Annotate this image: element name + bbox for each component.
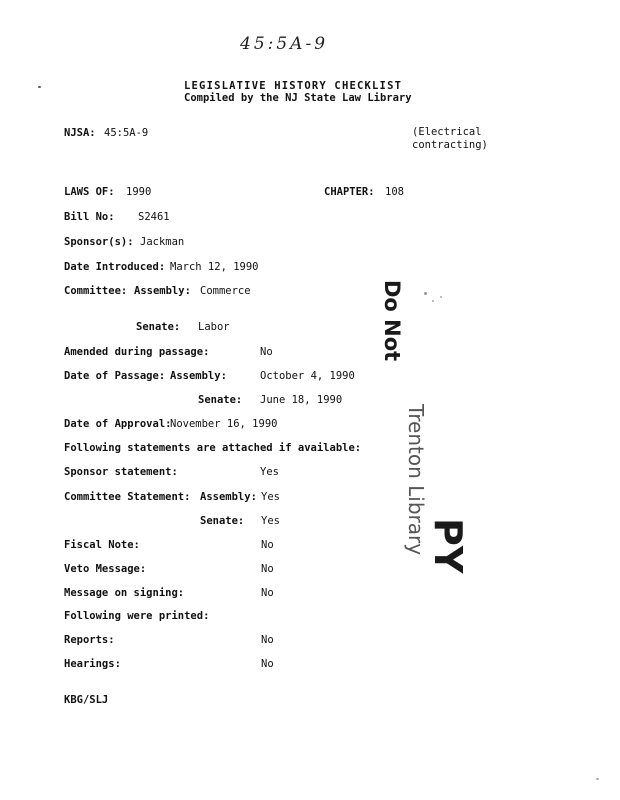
compiler-initials: KBG/SLJ xyxy=(64,694,109,706)
amended-value: No xyxy=(260,346,273,358)
hearings-value: No xyxy=(261,658,274,670)
fiscal-note-label: Fiscal Note: xyxy=(64,539,140,551)
hearings-label: Hearings: xyxy=(64,658,121,670)
scan-speck xyxy=(38,86,41,88)
committee-senate-value: Labor xyxy=(198,321,230,333)
sponsor-statement-value: Yes xyxy=(260,466,279,478)
passage-assembly-value: October 4, 1990 xyxy=(260,370,355,382)
njsa-value: 45:5A-9 xyxy=(104,127,149,139)
date-of-passage-label: Date of Passage: xyxy=(64,370,166,382)
printed-heading: Following were printed: xyxy=(64,610,210,622)
date-introduced-value: March 12, 1990 xyxy=(170,261,259,273)
subject-note-line2: contracting) xyxy=(412,139,488,151)
date-introduced-label: Date Introduced: xyxy=(64,261,166,273)
committee-statement-label: Committee Statement: xyxy=(64,491,191,503)
statements-heading: Following statements are attached if available: xyxy=(64,442,362,454)
date-of-approval-value: November 16, 1990 xyxy=(170,418,278,430)
committee-assembly-value: Commerce xyxy=(200,285,251,297)
document-title: LEGISLATIVE HISTORY CHECKLIST xyxy=(184,80,403,92)
scan-speck xyxy=(596,778,599,780)
bill-no-label: Bill No: xyxy=(64,211,115,223)
sponsors-label: Sponsor(s): xyxy=(64,236,134,248)
laws-of-value: 1990 xyxy=(126,186,152,198)
fiscal-note-value: No xyxy=(261,539,274,551)
reports-value: No xyxy=(261,634,274,646)
amended-label: Amended during passage: xyxy=(64,346,210,358)
message-on-signing-label: Message on signing: xyxy=(64,587,185,599)
date-of-approval-label: Date of Approval: xyxy=(64,418,172,430)
veto-message-label: Veto Message: xyxy=(64,563,147,575)
chapter-value: 108 xyxy=(385,186,404,198)
sponsor-statement-label: Sponsor statement: xyxy=(64,466,178,478)
message-on-signing-value: No xyxy=(261,587,274,599)
committee-statement-senate-label: Senate: xyxy=(200,515,245,527)
passage-senate-value: June 18, 1990 xyxy=(260,394,343,406)
committee-statement-assembly-value: Yes xyxy=(261,491,280,503)
committee-senate-label: Senate: xyxy=(136,321,181,333)
stamp-do-not: Do Not xyxy=(380,280,404,362)
stamp-copy-fragment: PY xyxy=(426,518,470,574)
committee-statement-assembly-label: Assembly: xyxy=(200,491,257,503)
document-subtitle: Compiled by the NJ State Law Library xyxy=(184,92,412,104)
chapter-label: CHAPTER: xyxy=(324,186,375,198)
committee-assembly-label: Assembly: xyxy=(134,285,191,297)
subject-note-line1: (Electrical xyxy=(412,126,482,138)
stamp-library-name: Trenton Library xyxy=(404,404,428,556)
scan-speck xyxy=(440,296,442,298)
passage-assembly-label: Assembly: xyxy=(170,370,227,382)
scan-speck xyxy=(432,300,434,302)
bill-no-value: S2461 xyxy=(138,211,170,223)
scan-speck xyxy=(424,292,427,295)
laws-of-label: LAWS OF: xyxy=(64,186,115,198)
passage-senate-label: Senate: xyxy=(198,394,243,406)
sponsors-value: Jackman xyxy=(140,236,185,248)
veto-message-value: No xyxy=(261,563,274,575)
committee-statement-senate-value: Yes xyxy=(261,515,280,527)
handwritten-document-number: 45:5A-9 xyxy=(240,34,329,54)
committee-label: Committee: xyxy=(64,285,128,297)
njsa-label: NJSA: xyxy=(64,127,96,139)
reports-label: Reports: xyxy=(64,634,115,646)
